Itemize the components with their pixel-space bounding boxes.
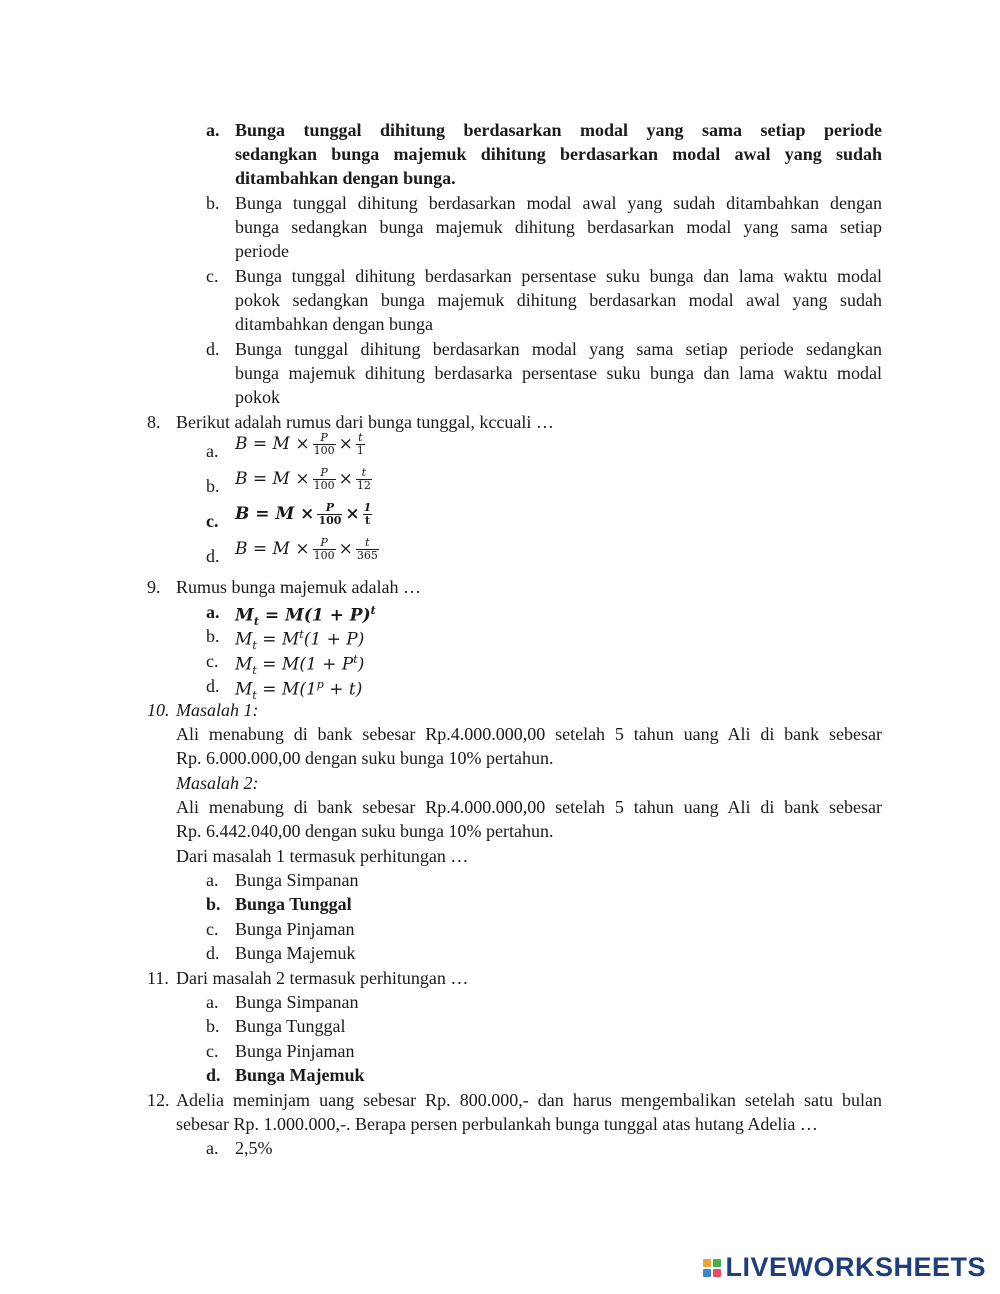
q10-problem-1-line-2: Rp. 6.000.000,00 dengan suku bunga 10% pertahun. — [176, 748, 554, 768]
q7-option-d-label: d. — [206, 339, 220, 359]
q10-option-b-label: b. — [206, 894, 221, 914]
q7-option-c-line-2: pokok sedangkan bunga majemuk dihitung berdasarkan modal awal yang sudah — [235, 290, 882, 310]
q7-option-d-line-3: pokok — [235, 387, 280, 407]
q9-option-a-formula: $M_t = M(1 + P)^t$ — [235, 604, 376, 629]
q11-option-d-label: d. — [206, 1065, 221, 1085]
q10-option-d-text: Bunga Majemuk — [235, 943, 356, 963]
q11-option-b-text: Bunga Tunggal — [235, 1016, 346, 1036]
logo-text: LIVEWORKSHEETS — [725, 1252, 986, 1282]
q9-number: 9. — [147, 577, 161, 597]
q11-option-c-text: Bunga Pinjaman — [235, 1041, 355, 1061]
q7-option-a-label: a. — [206, 120, 220, 140]
q8-option-a-formula: B = M × $\frac{P}{100}$ × $\frac{t}{1}$ — [235, 431, 364, 457]
q9-option-c-formula: $M_t = M(1 + P^t)$ — [235, 653, 365, 678]
q12-question-line-2: sebesar Rp. 1.000.000,-. Berapa persen perbulankah bunga tunggal atas hutang Adelia … — [176, 1114, 818, 1134]
q11-number: 11. — [147, 968, 169, 988]
q7-option-a-line-1: Bunga tunggal dihitung berdasarkan modal yang sama setiap periode — [235, 120, 882, 140]
q9-option-c-label: c. — [206, 651, 219, 671]
q8-option-c-formula: B = M × $\frac{P}{100}$ × $\frac{1}{t}$ — [235, 501, 372, 527]
q9-option-b-formula: $M_t = M^t(1 + P)$ — [235, 628, 365, 653]
q7-option-a-line-2: sedangkan bunga majemuk dihitung berdasarkan modal awal yang sudah — [235, 144, 882, 164]
q7-option-c-label: c. — [206, 266, 219, 286]
q10-problem-2-title: Masalah 2: — [176, 773, 259, 793]
q11-question-text: Dari masalah 2 termasuk perhitungan … — [176, 968, 469, 988]
q9-option-d-formula: $M_t = M(1^p + t)$ — [235, 678, 363, 703]
q8-option-d-label: d. — [206, 546, 220, 566]
q11-option-b-label: b. — [206, 1016, 220, 1036]
q10-option-a-label: a. — [206, 870, 219, 890]
q10-option-d-label: d. — [206, 943, 220, 963]
q8-option-a-label: a. — [206, 441, 219, 461]
q10-option-c-label: c. — [206, 919, 219, 939]
q7-option-b-line-2: bunga sedangkan bunga majemuk dihitung berdasarkan modal yang sama setiap — [235, 217, 882, 237]
q7-option-d-line-1: Bunga tunggal dihitung berdasarkan modal yang sama setiap periode sedangkan — [235, 339, 882, 359]
q8-option-b-label: b. — [206, 476, 220, 496]
q8-option-b-formula: B = M × $\frac{P}{100}$ × $\frac{t}{12}$ — [235, 466, 371, 492]
q12-question-line-1: Adelia meminjam uang sebesar Rp. 800.000,- dan harus mengembalikan setelah satu bulan — [176, 1090, 882, 1110]
q10-option-a-text: Bunga Simpanan — [235, 870, 359, 890]
liveworksheets-logo — [703, 1252, 986, 1283]
q8-number: 8. — [147, 412, 161, 432]
q10-problem-1-line-1: Ali menabung di bank sebesar Rp.4.000.000,00 setelah 5 tahun uang Ali di bank sebesar — [176, 724, 882, 744]
q7-option-c-line-3: ditambahkan dengan bunga — [235, 314, 433, 334]
q10-option-b-text: Bunga Tunggal — [235, 894, 352, 914]
q7-option-b-line-3: periode — [235, 241, 289, 261]
q8-option-d-formula: B = M × $\frac{P}{100}$ × $\frac{t}{365}$ — [235, 536, 378, 562]
q10-question-text: Dari masalah 1 termasuk perhitungan … — [176, 846, 469, 866]
q11-option-d-text: Bunga Majemuk — [235, 1065, 365, 1085]
q12-option-a-label: a. — [206, 1138, 219, 1158]
q7-option-a-line-3: ditambahkan dengan bunga. — [235, 168, 456, 188]
q8-question-text: Berikut adalah rumus dari bunga tunggal, kccuali … — [176, 412, 554, 432]
q7-option-b-label: b. — [206, 193, 220, 213]
q9-question-text: Rumus bunga majemuk adalah … — [176, 577, 421, 597]
q7-option-c-line-1: Bunga tunggal dihitung berdasarkan persentase suku bunga dan lama waktu modal — [235, 266, 882, 286]
q11-option-a-text: Bunga Simpanan — [235, 992, 359, 1012]
q7-option-d-line-2: bunga majemuk dihitung berdasarka persentase suku bunga dan lama waktu modal — [235, 363, 882, 383]
q7-option-b-line-1: Bunga tunggal dihitung berdasarkan modal awal yang sudah ditambahkan dengan — [235, 193, 882, 213]
q9-option-b-label: b. — [206, 626, 220, 646]
logo-mark-icon — [703, 1259, 721, 1277]
q12-number: 12. — [147, 1090, 170, 1110]
q9-option-a-label: a. — [206, 602, 220, 622]
q10-problem-1-title: Masalah 1: — [176, 700, 259, 720]
q11-option-a-label: a. — [206, 992, 219, 1012]
q8-option-c-label: c. — [206, 511, 219, 531]
q11-option-c-label: c. — [206, 1041, 219, 1061]
q10-problem-2-line-2: Rp. 6.442.040,00 dengan suku bunga 10% pertahun. — [176, 821, 554, 841]
q9-option-d-label: d. — [206, 676, 220, 696]
q10-problem-2-line-1: Ali menabung di bank sebesar Rp.4.000.000,00 setelah 5 tahun uang Ali di bank sebesar — [176, 797, 882, 817]
q10-number: 10. — [147, 700, 170, 720]
q10-option-c-text: Bunga Pinjaman — [235, 919, 355, 939]
q12-option-a-text: 2,5% — [235, 1138, 273, 1158]
